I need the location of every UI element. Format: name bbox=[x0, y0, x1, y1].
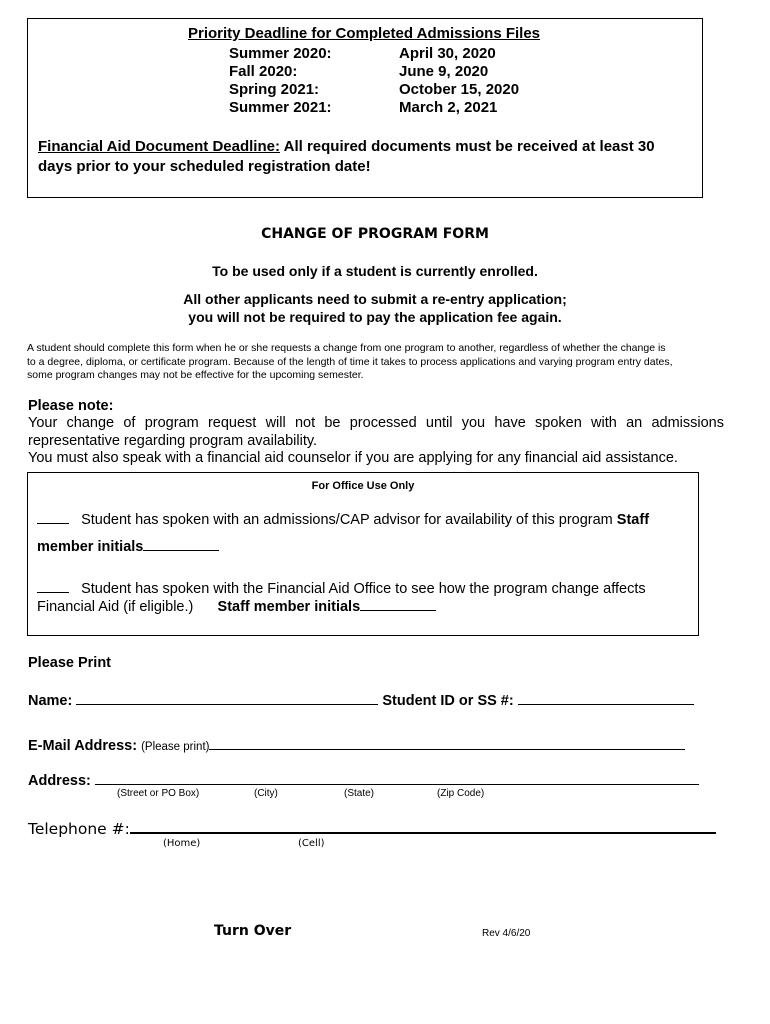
deadline-term-1: Summer 2020: bbox=[229, 45, 332, 62]
address-row bbox=[28, 770, 699, 789]
deadline-title: Priority Deadline for Completed Admissions Files bbox=[188, 25, 541, 42]
turn-over-label: Turn Over bbox=[214, 923, 292, 939]
address-label: Address: bbox=[28, 773, 91, 789]
telephone-hint-cell: (Cell) bbox=[298, 838, 325, 849]
deadline-date-4: March 2, 2021 bbox=[399, 99, 498, 116]
please-note-heading: Please note: bbox=[28, 398, 114, 414]
office-item-2-line-2 bbox=[37, 596, 436, 615]
admissions-check-blank[interactable] bbox=[37, 509, 69, 524]
telephone-row bbox=[28, 816, 716, 838]
address-hint-zip: (Zip Code) bbox=[437, 788, 485, 799]
office-item-2 bbox=[37, 578, 646, 597]
email-hint: (Please print) bbox=[141, 741, 210, 753]
fee-notice: you will not be required to pay the application fee again. bbox=[188, 309, 562, 325]
revision-label: Rev 4/6/20 bbox=[482, 928, 531, 939]
office-item-1-initials bbox=[37, 536, 219, 555]
please-note-body bbox=[28, 415, 724, 468]
office-item-2-staff: Staff member initials bbox=[217, 599, 361, 615]
email-label: E-Mail Address: bbox=[28, 738, 138, 754]
instructions-line-1: A student should complete this form when he or she requests a change from one program to another, regardless of whether the change is bbox=[27, 342, 666, 354]
note-line-3: You must also speak with a financial aid counselor if you are applying for any financial aid assistance. bbox=[28, 450, 678, 466]
office-use-title: For Office Use Only bbox=[311, 480, 415, 492]
office-item-1-staff: Staff bbox=[616, 512, 650, 528]
telephone-hint-home: (Home) bbox=[163, 838, 201, 849]
instructions-paragraph bbox=[27, 342, 673, 383]
financial-aid-check-blank[interactable] bbox=[37, 578, 69, 593]
office-item-1 bbox=[37, 509, 649, 528]
reentry-notice: All other applicants need to submit a re-entry application; bbox=[183, 291, 567, 307]
address-field[interactable] bbox=[95, 770, 699, 785]
name-label: Name: bbox=[28, 693, 73, 709]
note-line-2: representative regarding program availability. bbox=[28, 432, 318, 449]
address-hint-street: (Street or PO Box) bbox=[117, 788, 200, 799]
office-item-1-initials-label: member initials bbox=[37, 539, 144, 555]
name-row bbox=[28, 690, 694, 709]
financial-aid-deadline bbox=[38, 137, 655, 157]
deadline-term-3: Spring 2021: bbox=[229, 81, 320, 98]
deadline-date-2: June 9, 2020 bbox=[399, 63, 489, 80]
enrolled-notice: To be used only if a student is currently enrolled. bbox=[212, 263, 538, 279]
form-title: CHANGE OF PROGRAM FORM bbox=[261, 226, 489, 242]
financial-aid-deadline-text-1: All required documents must be received at least 30 bbox=[283, 138, 655, 155]
instructions-line-3: some program changes may not be effective for the upcoming semester. bbox=[27, 369, 364, 381]
student-id-label: Student ID or SS #: bbox=[382, 693, 514, 709]
deadline-date-1: April 30, 2020 bbox=[399, 45, 496, 62]
financial-aid-deadline-text-2: days prior to your scheduled registration date! bbox=[38, 158, 371, 175]
address-hint-city: (City) bbox=[254, 788, 278, 799]
financial-aid-deadline-label: Financial Aid Document Deadline: bbox=[38, 138, 280, 155]
office-item-2-text-1: Student has spoken with the Financial Aid Office to see how the program change affects bbox=[81, 581, 646, 597]
name-field[interactable] bbox=[76, 690, 378, 705]
instructions-line-2: to a degree, diploma, or certificate program. Because of the length of time it takes to process applications and varying program entry dates, bbox=[27, 355, 673, 368]
student-id-field[interactable] bbox=[518, 690, 694, 705]
office-item-1-text: Student has spoken with an admissions/CAP advisor for availability of this program bbox=[81, 512, 613, 528]
please-print-heading: Please Print bbox=[28, 655, 112, 671]
deadline-term-2: Fall 2020: bbox=[229, 63, 298, 80]
note-line-1: Your change of program request will not be processed until you have spoken with an admissions bbox=[28, 415, 724, 431]
address-hint-state: (State) bbox=[344, 788, 375, 799]
deadline-term-4: Summer 2021: bbox=[229, 99, 332, 116]
deadline-date-3: October 15, 2020 bbox=[399, 81, 520, 98]
office-item-2-text-2: Financial Aid (if eligible.) bbox=[37, 599, 194, 615]
telephone-label: Telephone #: bbox=[28, 820, 130, 838]
admissions-staff-initials-field[interactable] bbox=[143, 536, 219, 551]
email-row bbox=[28, 735, 685, 754]
telephone-field[interactable] bbox=[130, 816, 716, 834]
email-field[interactable] bbox=[209, 735, 685, 750]
financial-aid-staff-initials-field[interactable] bbox=[360, 596, 436, 611]
